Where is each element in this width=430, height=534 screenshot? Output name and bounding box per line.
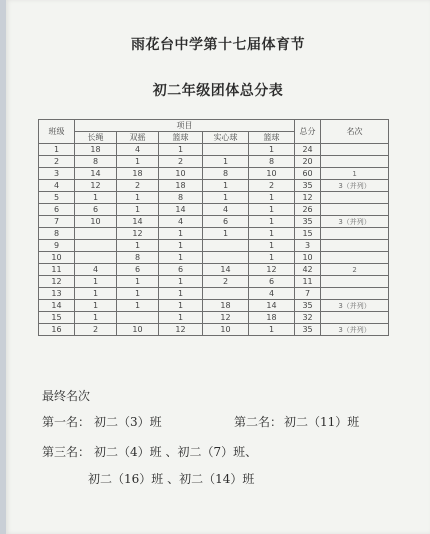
class-cell: 10 [39,252,75,264]
page-title: 雨花台中学第十七届体育节 [131,37,305,53]
header-row-group [39,120,389,132]
score-cell: 1 [159,228,203,240]
header-item: 实心球 [203,132,249,144]
total-cell: 24 [295,144,321,156]
table-row [39,192,389,204]
class-cell: 2 [39,156,75,168]
third-place-label: 第三名： [42,445,91,459]
score-cell [75,228,117,240]
total-cell: 15 [295,228,321,240]
score-cell: 1 [117,240,159,252]
header-total: 总分 [295,120,321,144]
score-cell [203,144,249,156]
score-cell: 1 [249,240,295,252]
score-cell: 12 [159,324,203,336]
table-row [39,228,389,240]
total-cell: 11 [295,276,321,288]
score-cell: 1 [117,204,159,216]
second-place-label: 第二名： [234,415,283,429]
score-cell: 1 [203,228,249,240]
score-cell: 8 [203,168,249,180]
score-cell: 1 [249,252,295,264]
rank-cell [321,156,389,168]
score-cell: 2 [203,276,249,288]
class-cell: 12 [39,276,75,288]
rank-cell: 3（并列） [321,180,389,192]
score-cell: 4 [203,204,249,216]
class-cell: 7 [39,216,75,228]
header-rank: 名次 [321,120,389,144]
first-place-value: 初二（3）班 [94,415,162,429]
score-cell: 10 [159,168,203,180]
score-cell: 10 [203,324,249,336]
score-cell: 1 [159,288,203,300]
score-cell: 1 [75,300,117,312]
total-cell: 20 [295,156,321,168]
score-cell: 18 [159,180,203,192]
score-cell: 1 [249,192,295,204]
score-cell: 6 [159,264,203,276]
total-cell: 35 [295,324,321,336]
header-item: 长绳 [75,132,117,144]
score-cell [75,252,117,264]
rank-cell [321,252,389,264]
score-cell: 4 [117,144,159,156]
score-cell [203,240,249,252]
score-cell: 18 [249,312,295,324]
score-cell: 4 [249,288,295,300]
score-cell: 1 [159,144,203,156]
score-cell: 1 [249,228,295,240]
total-cell: 35 [295,300,321,312]
score-cell: 1 [159,240,203,252]
header-items-group: 项目 [75,120,295,132]
score-cell: 1 [203,156,249,168]
table-row [39,156,389,168]
score-cell: 12 [75,180,117,192]
class-cell: 9 [39,240,75,252]
score-cell: 14 [249,300,295,312]
score-cell: 1 [75,192,117,204]
score-cell: 1 [159,300,203,312]
score-cell: 12 [117,228,159,240]
score-cell: 1 [117,156,159,168]
header-item: 篮球 [249,132,295,144]
score-cell: 1 [75,312,117,324]
rank-cell [321,204,389,216]
score-cell: 2 [117,180,159,192]
table-row [39,300,389,312]
first-place-label: 第一名： [42,415,91,429]
score-cell: 10 [249,168,295,180]
rank-cell: 1 [321,168,389,180]
total-cell: 26 [295,204,321,216]
third-place-value-line2: 初二（16）班 、初二（14）班 [88,472,255,486]
total-cell: 42 [295,264,321,276]
score-cell: 6 [75,204,117,216]
score-cell: 1 [249,216,295,228]
score-cell: 14 [159,204,203,216]
score-cell: 1 [159,252,203,264]
rank-cell [321,240,389,252]
table-row [39,252,389,264]
score-cell: 12 [249,264,295,276]
second-place-value: 初二（11）班 [284,415,360,429]
score-cell: 1 [203,192,249,204]
table-row [39,264,389,276]
rank-cell: 2 [321,264,389,276]
score-cell: 6 [203,216,249,228]
class-cell: 13 [39,288,75,300]
score-cell: 10 [75,216,117,228]
score-cell: 2 [75,324,117,336]
score-cell: 1 [117,276,159,288]
header-item: 双摇 [117,132,159,144]
score-cell: 8 [159,192,203,204]
score-cell [75,240,117,252]
score-cell: 1 [249,324,295,336]
score-cell: 18 [203,300,249,312]
rank-cell [321,144,389,156]
score-cell: 6 [117,264,159,276]
rank-cell [321,228,389,240]
class-cell: 5 [39,192,75,204]
total-cell: 3 [295,240,321,252]
score-cell: 18 [75,144,117,156]
score-cell: 1 [117,288,159,300]
header-class: 班级 [39,120,75,144]
score-cell: 1 [249,204,295,216]
rank-cell [321,192,389,204]
score-cell: 8 [117,252,159,264]
table-row [39,324,389,336]
rank-cell [321,276,389,288]
total-cell: 60 [295,168,321,180]
table-row [39,288,389,300]
score-cell: 6 [249,276,295,288]
score-cell: 10 [117,324,159,336]
table-row [39,276,389,288]
rank-cell [321,288,389,300]
table-row [39,180,389,192]
table-row [39,216,389,228]
rank-cell [321,312,389,324]
class-cell: 16 [39,324,75,336]
class-cell: 1 [39,144,75,156]
header-item: 篮球 [159,132,203,144]
score-cell: 14 [75,168,117,180]
table-row [39,312,389,324]
score-cell: 4 [75,264,117,276]
document-page [6,0,430,534]
total-cell: 32 [295,312,321,324]
total-cell: 12 [295,192,321,204]
score-cell: 8 [249,156,295,168]
class-cell: 8 [39,228,75,240]
score-cell [117,312,159,324]
class-cell: 14 [39,300,75,312]
table-row [39,144,389,156]
score-cell: 1 [249,144,295,156]
score-cell: 1 [203,180,249,192]
score-cell: 1 [159,312,203,324]
class-cell: 11 [39,264,75,276]
score-cell: 14 [117,216,159,228]
score-cell: 1 [159,276,203,288]
score-cell: 2 [249,180,295,192]
table-title: 初二年级团体总分表 [152,83,284,99]
table-row [39,240,389,252]
class-cell: 6 [39,204,75,216]
score-cell: 12 [203,312,249,324]
final-ranking-heading: 最终名次 [42,389,91,403]
third-place-value-line1: 初二（4）班 、初二（7）班、 [94,445,258,459]
score-cell: 1 [117,192,159,204]
total-cell: 35 [295,180,321,192]
class-cell: 15 [39,312,75,324]
score-cell: 4 [159,216,203,228]
total-cell: 35 [295,216,321,228]
score-cell: 1 [75,276,117,288]
rank-cell: 3（并列） [321,300,389,312]
score-cell [203,288,249,300]
score-cell: 18 [117,168,159,180]
score-cell: 1 [117,300,159,312]
total-cell: 10 [295,252,321,264]
score-table-body [39,144,389,336]
rank-cell: 3（并列） [321,216,389,228]
total-cell: 7 [295,288,321,300]
score-table [38,119,389,336]
rank-cell: 3（并列） [321,324,389,336]
class-cell: 3 [39,168,75,180]
table-row [39,204,389,216]
score-cell: 8 [75,156,117,168]
score-cell: 1 [75,288,117,300]
score-cell: 2 [159,156,203,168]
table-row [39,168,389,180]
score-cell [203,252,249,264]
score-cell: 14 [203,264,249,276]
class-cell: 4 [39,180,75,192]
